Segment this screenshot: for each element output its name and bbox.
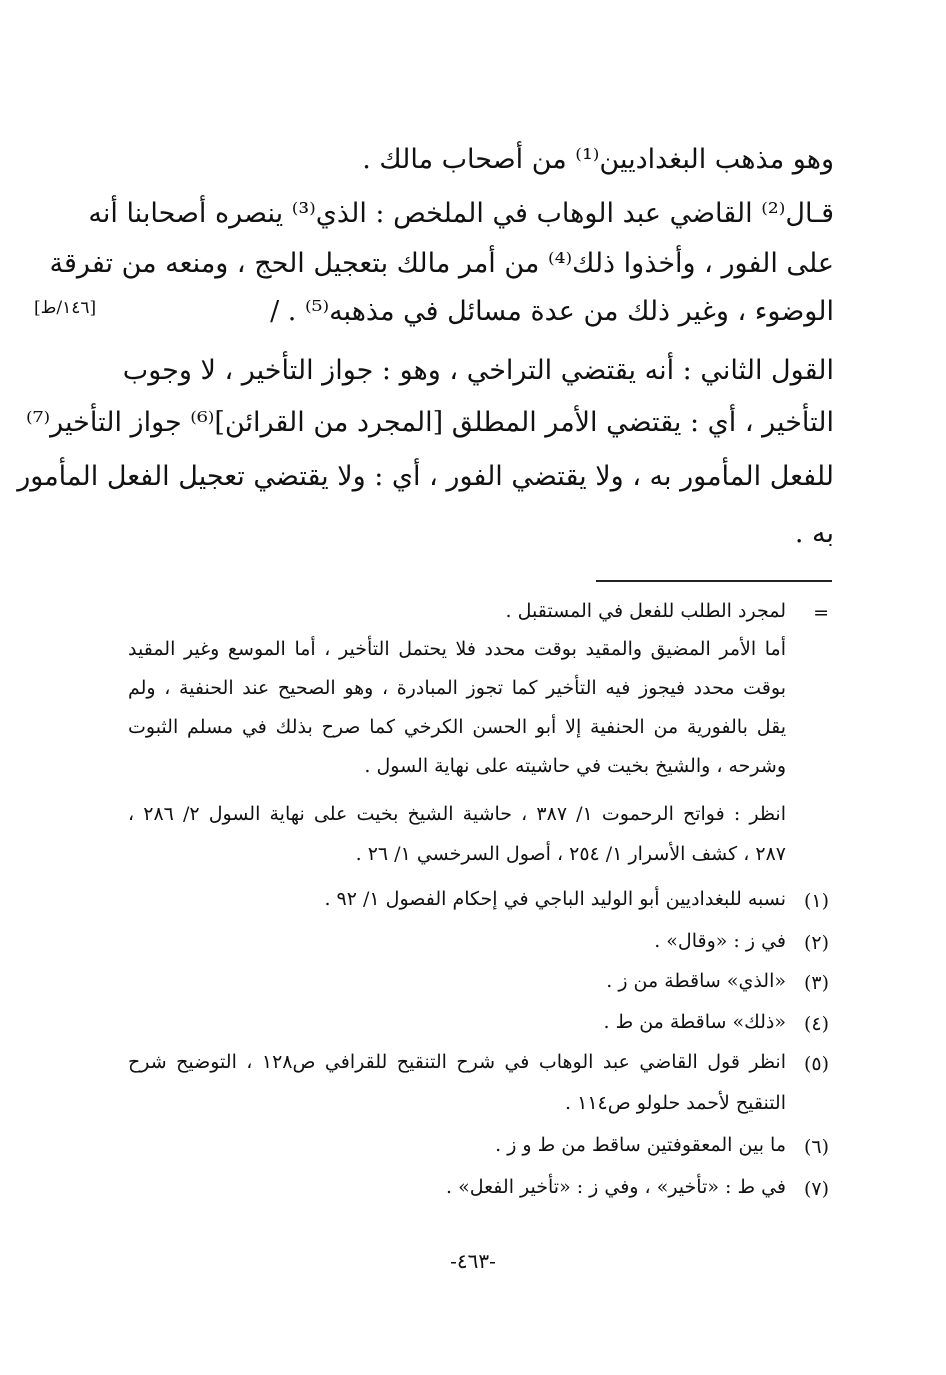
margin-reference: [١٤٦/ط]: [34, 298, 97, 318]
continuation-line-3: بوقت محدد فيجوز فيه التأخير كما تجوز المبادرة ، وهو الصحيح عند الحنفية ، ولم: [128, 677, 786, 699]
footnote-text-6: ما بين المعقوفتين ساقط من ط و ز .: [495, 1134, 786, 1156]
footnote-number-6: (٦): [803, 1136, 829, 1158]
continuation-line-5: وشرحه ، والشيخ بخيت في حاشيته على نهاية السول .: [364, 755, 786, 777]
footnote-number-7: (٧): [803, 1178, 829, 1200]
footnote-text-5a: انظر قول القاضي عبد الوهاب في شرح التنقيح للقرافي ص١٢٨ ، التوضيح شرح: [128, 1051, 786, 1073]
footnote-number-3: (٣): [803, 972, 829, 994]
footnote-number-5: (٥): [803, 1053, 829, 1075]
footnote-text-2: في ز : «وقال» .: [654, 930, 786, 952]
footnote-text-1: نسبه للبغداديين أبو الوليد الباجي في إحكام الفصول ١/ ٩٢ .: [324, 888, 786, 910]
main-line-6: التأخير ، أي : يقتضي الأمر المطلق [المجرد من القرائن]⁽⁶⁾ جواز التأخير⁽⁷⁾: [26, 407, 834, 438]
continuation-line-6: انظر : فواتح الرحموت ١/ ٣٨٧ ، حاشية الشيخ بخيت على نهاية السول ٢/ ٢٨٦ ،: [128, 803, 786, 825]
main-line-8: به .: [794, 518, 834, 549]
footnote-text-5b: التنقيح لأحمد حلولو ص١١٤ .: [565, 1092, 786, 1114]
main-line-5: القول الثاني : أنه يقتضي التراخي ، وهو : جواز التأخير ، لا وجوب: [122, 355, 834, 386]
continuation-line-2: أما الأمر المضيق والمقيد بوقت محدد فلا يحتمل التأخير ، أما الموسع وغير المقيد: [128, 638, 786, 660]
footnote-number-4: (٤): [803, 1013, 829, 1035]
footnote-text-7: في ط : «تأخير» ، وفي ز : «تأخير الفعل» .: [446, 1176, 786, 1198]
main-line-3: على الفور ، وأخذوا ذلك⁽⁴⁾ من أمر مالك بتعجيل الحج ، ومنعه من تفرقة: [49, 248, 834, 279]
footnote-text-3: «الذي» ساقطة من ز .: [606, 970, 786, 992]
footnote-text-4: «ذلك» ساقطة من ط .: [603, 1011, 786, 1033]
main-line-2: قـال⁽²⁾ القاضي عبد الوهاب في الملخص : الذي⁽³⁾ ينصره أصحابنا أنه: [88, 198, 834, 229]
footnote-number-2: (٢): [803, 932, 829, 954]
footnote-separator: [596, 580, 832, 582]
main-line-4: الوضوء ، وغير ذلك من عدة مسائل في مذهبه⁽⁵⁾ . /: [270, 296, 834, 327]
main-line-1: وهو مذهب البغداديين⁽¹⁾ من أصحاب مالك .: [362, 144, 834, 175]
continuation-line-1: لمجرد الطلب للفعل في المستقبل .: [505, 600, 786, 622]
continuation-line-4: يقل بالفورية من الحنفية إلا أبو الحسن الكرخي كما صرح بذلك في مسلم الثبوت: [128, 716, 786, 738]
page-number: -٤٦٣-: [450, 1249, 496, 1273]
continuation-line-7: ٢٨٧ ، كشف الأسرار ١/ ٢٥٤ ، أصول السرخسي ١/ ٢٦ .: [355, 843, 786, 865]
continuation-mark: =: [813, 602, 829, 624]
main-line-7: للفعل المأمور به ، ولا يقتضي الفور ، أي : ولا يقتضي تعجيل الفعل المأمور: [17, 461, 834, 492]
footnote-number-1: (١): [803, 890, 829, 912]
